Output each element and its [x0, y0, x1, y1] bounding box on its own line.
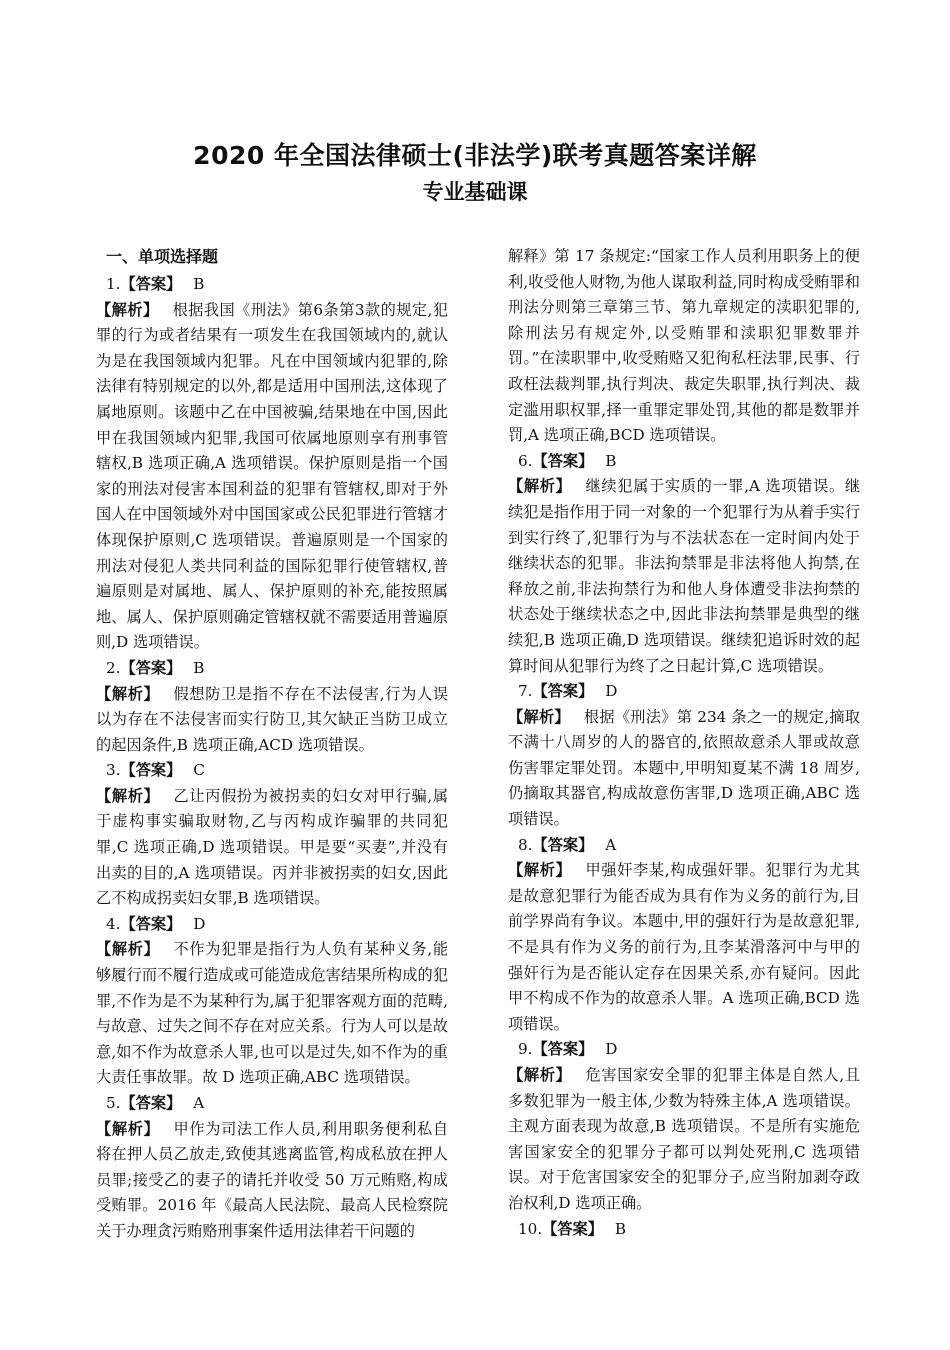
answer-value: A	[193, 1094, 205, 1112]
explanation-3: 【解析】 乙让丙假扮为被拐卖的妇女对甲行骗,属于虚构事实骗取财物,乙与丙构成诈骗罪的共同犯罪,C 选项正确,D 选项错误。甲是要“买妻”,并没有出卖的目的,A 选项错误。丙并非被拐卖的妇女,因此乙不构成拐卖妇女罪,B 选项错误。	[96, 786, 449, 908]
answer-line-1: 1.【答案】 B	[106, 275, 205, 293]
answer-line-4: 4.【答案】 D	[106, 914, 206, 933]
answer-line-6: 6.【答案】 B	[518, 451, 617, 470]
left-column	[96, 244, 448, 1245]
explanation-4: 【解析】 不作为犯罪是指行为人负有某种义务,能够履行而不履行造成或可能造成危害结果所构成的犯罪,不作为是不为某种行为,属于犯罪客观方面的范畴,与故意、过失之间不存在对应关系。行为人可以是故意,如不作为故意杀人罪,也可以是过失,如不作为的重大责任事故罪。故 D 选项正确,ABC 选项错误。	[96, 940, 449, 1087]
answer-value: D	[193, 914, 206, 933]
answer-value: B	[193, 275, 205, 293]
answer-value: D	[605, 682, 618, 701]
explanation-1: 【解析】 根据我国《刑法》第6条第3款的规定,犯罪的行为或者结果有一项发生在我国领域内的,就认为是在我国领域内犯罪。凡在中国领域内犯罪的,除法律有特别规定的以外,都是适用中国刑法,这体现了属地原则。该题中乙在中国被骗,结果地在中国,因此甲在我国领域内犯罪,我国可依属地原则享有刑事管辖权,B 选项正确,A 选项错误。保护原则是指一个国家的刑法对侵害本国利益的犯罪有管辖权,即对于外国人在中国领域外对中国国家或公民犯罪进行管辖才体现保护原则,C 选项错误。普遍原则是一个国家的刑法对侵犯人类共同利益的国际犯罪行使管辖权,普遍原则是对属地、属人、保护原则的补充,能按照属地、属人、保护原则确定管辖权就不需要适用普遍原则,D 选项错误。	[96, 300, 449, 652]
right-column	[508, 244, 860, 1242]
answer-line-8: 8.【答案】 A	[518, 835, 617, 854]
explanation-7: 【解析】 根据《刑法》第 234 条之一的规定,摘取不满十八周岁的人的器官的,依照故意杀人罪或故意伤害罪定罪处罚。本题中,甲明知夏某不满 18 周岁,仍摘取其器官,构成故意伤害罪,D 选项正确,ABC 选项错误。	[508, 707, 860, 829]
page-subtitle: 专业基础课	[422, 180, 528, 204]
section-heading: 一、单项选择题	[106, 247, 219, 266]
answer-line-3: 3.【答案】 C	[106, 761, 205, 780]
explanation-5: 【解析】 甲作为司法工作人员,利用职务便利私自将在押人员乙放走,致使其逃离监管,构成私放在押人员罪;接受乙的妻子的请托并收受 50 万元贿赂,构成受贿罪。2016 年《最高人民法院、最高人民检察院关于办理贪污贿赂刑事案件适用法律若干问题的	[96, 1119, 449, 1240]
answer-value: B	[193, 658, 205, 677]
explanation-2: 【解析】 假想防卫是指不存在不法侵害,行为人误以为存在不法侵害而实行防卫,其欠缺正当防卫成立的起因条件,B 选项正确,ACD 选项错误。	[96, 684, 449, 754]
answer-value: D	[605, 1040, 618, 1059]
answer-value: C	[193, 761, 205, 780]
page-title: 2020 年全国法律硕士(非法学)联考真题答案详解	[193, 141, 757, 170]
explanation-8: 【解析】 甲强奸李某,构成强奸罪。犯罪行为尤其是故意犯罪行为能否成为具有作为义务的前行为,目前学界尚有争议。本题中,甲的强奸行为是故意犯罪,不是具有作为义务的前行为,且李某滑落河中与甲的强奸行为是否能认定存在因果关系,亦有疑问。因此甲不构成不作为的故意杀人罪。A 选项正确,BCD 选项错误。	[508, 861, 861, 1033]
explanation-5-continued: 解释》第 17 条规定:“国家工作人员利用职务上的便利,收受他人财物,为他人谋取利益,同时构成受贿罪和刑法分则第三章第三节、第九章规定的渎职犯罪的,除刑法另有规定外,以受贿罪和渎职犯罪数罪并罚。”在渎职罪中,收受贿赂又犯徇私枉法罪,民事、行政枉法裁判罪,执行判决、裁定失职罪,执行判决、裁定滥用职权罪,择一重罪定罪处罚,其他的都是数罪并罚,A 选项正确,BCD 选项错误。	[508, 247, 860, 445]
answer-line-9: 9.【答案】 D	[518, 1040, 618, 1059]
explanation-6: 【解析】 继续犯属于实质的一罪,A 选项错误。继续犯是指作用于同一对象的一个犯罪行为从着手实行到实行终了,犯罪行为与不法状态在一定时间内处于继续状态的犯罪。非法拘禁罪是非法将他人拘禁,在释放之前,非法拘禁行为和他人身体遭受非法拘禁的状态处于继续状态之中,因此非法拘禁罪是典型的继续犯,B 选项正确,D 选项错误。继续犯追诉时效的起算时间从犯罪行为终了之日起计算,C 选项错误。	[508, 477, 861, 675]
answer-line-7: 7.【答案】 D	[518, 682, 618, 701]
answer-value: B	[614, 1219, 627, 1238]
answer-line-5: 5.【答案】 A	[106, 1094, 205, 1112]
explanation-9: 【解析】 危害国家安全罪的犯罪主体是自然人,且多数犯罪为一般主体,少数为特殊主体,A 选项错误。主观方面表现为故意,B 选项错误。不是所有实施危害国家安全的犯罪分子都可以判处死刑,C 选项错误。对于危害国家安全的犯罪分子,应当附加剥夺政治权利,D 选项正确。	[508, 1066, 861, 1212]
answer-line-2: 2.【答案】 B	[106, 658, 205, 677]
answer-value: B	[605, 451, 617, 470]
answer-line-10: 10.【答案】 B	[518, 1219, 627, 1238]
answer-value: A	[605, 835, 617, 854]
